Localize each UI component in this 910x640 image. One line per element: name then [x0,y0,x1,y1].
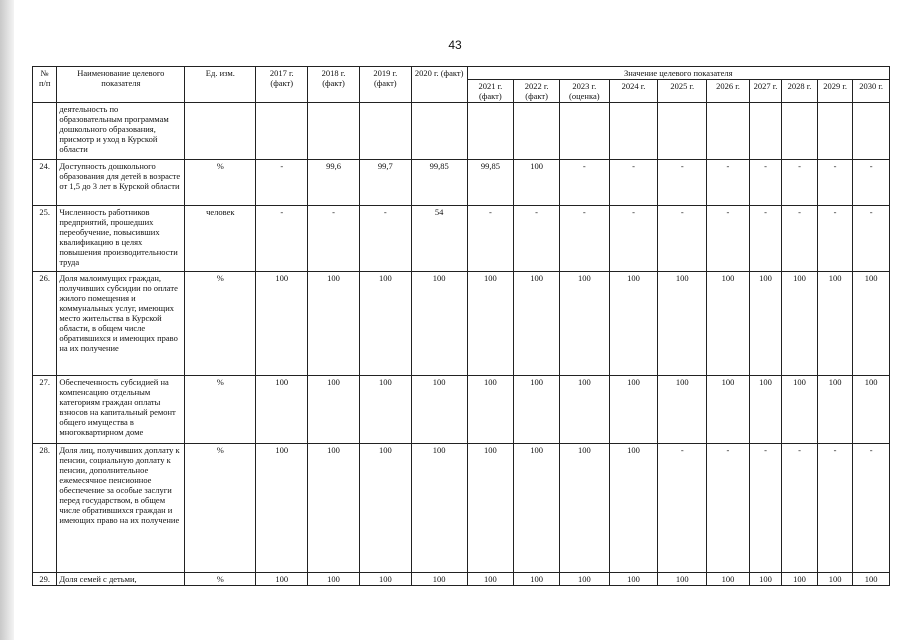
value-cell [514,103,560,160]
value-cell: 100 [707,272,750,376]
unit-cell: % [185,573,256,586]
header-year: 2021 г. (факт) [467,80,514,103]
value-cell: - [817,206,853,272]
header-name: Наименование целевого показателя [57,67,185,103]
value-cell: 100 [514,160,560,206]
unit-cell: % [185,376,256,444]
row-number: 25. [33,206,57,272]
value-cell: - [559,206,609,272]
value-cell: 100 [359,444,411,573]
row-number: 27. [33,376,57,444]
value-cell: 100 [609,272,658,376]
value-cell: - [707,206,750,272]
value-cell: 100 [411,376,467,444]
value-cell: - [609,206,658,272]
value-cell: 100 [467,573,514,586]
value-cell: 100 [658,376,707,444]
unit-cell: % [185,444,256,573]
value-cell: 100 [707,376,750,444]
value-cell: - [749,444,781,573]
value-cell: 100 [853,376,890,444]
unit-cell: % [185,160,256,206]
header-year: 2030 г. [853,80,890,103]
value-cell: - [559,160,609,206]
value-cell [658,103,707,160]
header-year: 2022 г. (факт) [514,80,560,103]
table-row [33,444,890,573]
value-cell [559,103,609,160]
value-cell: 100 [411,573,467,586]
unit-cell [185,103,256,160]
value-cell: - [782,160,818,206]
table-row [33,272,890,376]
header-group-target-values: Значение целевого показателя [467,67,889,80]
value-cell: - [609,160,658,206]
value-cell: - [853,160,890,206]
header-2019: 2019 г. (факт) [359,67,411,103]
value-cell [359,103,411,160]
page-number: 43 [448,38,462,52]
row-number: 24. [33,160,57,206]
value-cell: 100 [782,376,818,444]
value-cell: 100 [817,272,853,376]
value-cell: 100 [514,444,560,573]
value-cell: 100 [256,573,308,586]
value-cell: 100 [256,444,308,573]
table-row [33,103,890,160]
value-cell: - [658,206,707,272]
value-cell: 100 [609,376,658,444]
value-cell: - [359,206,411,272]
value-cell: - [817,160,853,206]
value-cell: - [853,444,890,573]
row-number [33,103,57,160]
value-cell: 100 [256,376,308,444]
value-cell: 100 [782,573,818,586]
value-cell [749,103,781,160]
unit-cell: человек [185,206,256,272]
value-cell: 54 [411,206,467,272]
value-cell [853,103,890,160]
value-cell [308,103,360,160]
header-year: 2024 г. [609,80,658,103]
table-row [33,573,890,586]
value-cell [467,103,514,160]
value-cell: - [658,444,707,573]
value-cell: 100 [467,272,514,376]
value-cell: - [817,444,853,573]
value-cell: - [658,160,707,206]
value-cell: 100 [559,376,609,444]
value-cell: 100 [817,573,853,586]
value-cell: - [514,206,560,272]
value-cell [782,103,818,160]
value-cell: 99,6 [308,160,360,206]
value-cell [609,103,658,160]
value-cell: 100 [817,376,853,444]
value-cell: - [782,206,818,272]
header-2017: 2017 г. (факт) [256,67,308,103]
value-cell: - [707,444,750,573]
value-cell: - [256,206,308,272]
value-cell: 100 [514,376,560,444]
indicator-name: Доступность дошкольного образования для детей в возрасте от 1,5 до 3 лет в Курской области [57,160,185,206]
value-cell [817,103,853,160]
value-cell: 100 [359,376,411,444]
value-cell: 100 [853,573,890,586]
value-cell [256,103,308,160]
value-cell: 100 [514,272,560,376]
indicators-table [32,66,890,586]
header-year: 2029 г. [817,80,853,103]
value-cell: - [707,160,750,206]
value-cell: 100 [308,272,360,376]
value-cell: 100 [359,272,411,376]
header-year: 2027 г. [749,80,781,103]
value-cell: - [467,206,514,272]
header-unit: Ед. изм. [185,67,256,103]
value-cell [707,103,750,160]
indicator-name: Доля малоимущих граждан, получивших субсидии по оплате жилого помещения и коммунальных услуг, имеющих место жительства в Курской области, в общем числе обратившихся и имеющих право на их получение [57,272,185,376]
value-cell: 100 [514,573,560,586]
header-row-1 [33,67,890,80]
value-cell: 100 [359,573,411,586]
header-2018: 2018 г. (факт) [308,67,360,103]
table-row [33,376,890,444]
value-cell: 100 [749,573,781,586]
value-cell: - [308,206,360,272]
row-number: 26. [33,272,57,376]
header-year: 2026 г. [707,80,750,103]
value-cell: 100 [609,573,658,586]
header-year: 2025 г. [658,80,707,103]
value-cell: 100 [256,272,308,376]
value-cell: - [256,160,308,206]
table-body [33,103,890,586]
indicator-name: деятельность по образовательным программам дошкольного образования, присмотр и уход в Курской области [57,103,185,160]
value-cell: 100 [411,272,467,376]
value-cell: 99,7 [359,160,411,206]
value-cell: 100 [308,376,360,444]
value-cell [411,103,467,160]
value-cell: 100 [559,444,609,573]
header-year: 2023 г. (оценка) [559,80,609,103]
value-cell: 100 [782,272,818,376]
row-number: 29. [33,573,57,586]
value-cell: 100 [559,573,609,586]
value-cell: 100 [707,573,750,586]
value-cell: 100 [411,444,467,573]
value-cell: 99,85 [467,160,514,206]
value-cell: 100 [308,444,360,573]
value-cell: 100 [609,444,658,573]
value-cell: 100 [559,272,609,376]
value-cell: 100 [749,272,781,376]
value-cell: 100 [308,573,360,586]
header-year: 2028 г. [782,80,818,103]
indicator-name: Доля семей с детьми, [57,573,185,586]
value-cell: - [749,206,781,272]
value-cell: 99,85 [411,160,467,206]
table-row [33,206,890,272]
indicator-name: Численность работников предприятий, прошедших переобучение, повысивших квалификацию в целях повышения производительности труда [57,206,185,272]
indicator-name: Обеспеченность субсидией на компенсацию отдельным категориям граждан оплаты взносов на капитальный ремонт общего имущества в многоквартирном доме [57,376,185,444]
value-cell: 100 [467,376,514,444]
table-row [33,160,890,206]
header-no: № п/п [33,67,57,103]
indicator-name: Доля лиц, получивших доплату к пенсии, социальную доплату к пенсии, дополнительное ежемесячное пенсионное обеспечение за особые заслуги перед государством, в общем числе обратившихся граждан и имеющих право на их получение [57,444,185,573]
header-2020: 2020 г. (факт) [411,67,467,103]
value-cell: - [749,160,781,206]
value-cell: 100 [467,444,514,573]
value-cell: - [853,206,890,272]
value-cell: 100 [853,272,890,376]
value-cell: 100 [658,573,707,586]
scan-edge-shadow [0,0,14,640]
value-cell: 100 [749,376,781,444]
value-cell: 100 [658,272,707,376]
unit-cell: % [185,272,256,376]
row-number: 28. [33,444,57,573]
value-cell: - [782,444,818,573]
